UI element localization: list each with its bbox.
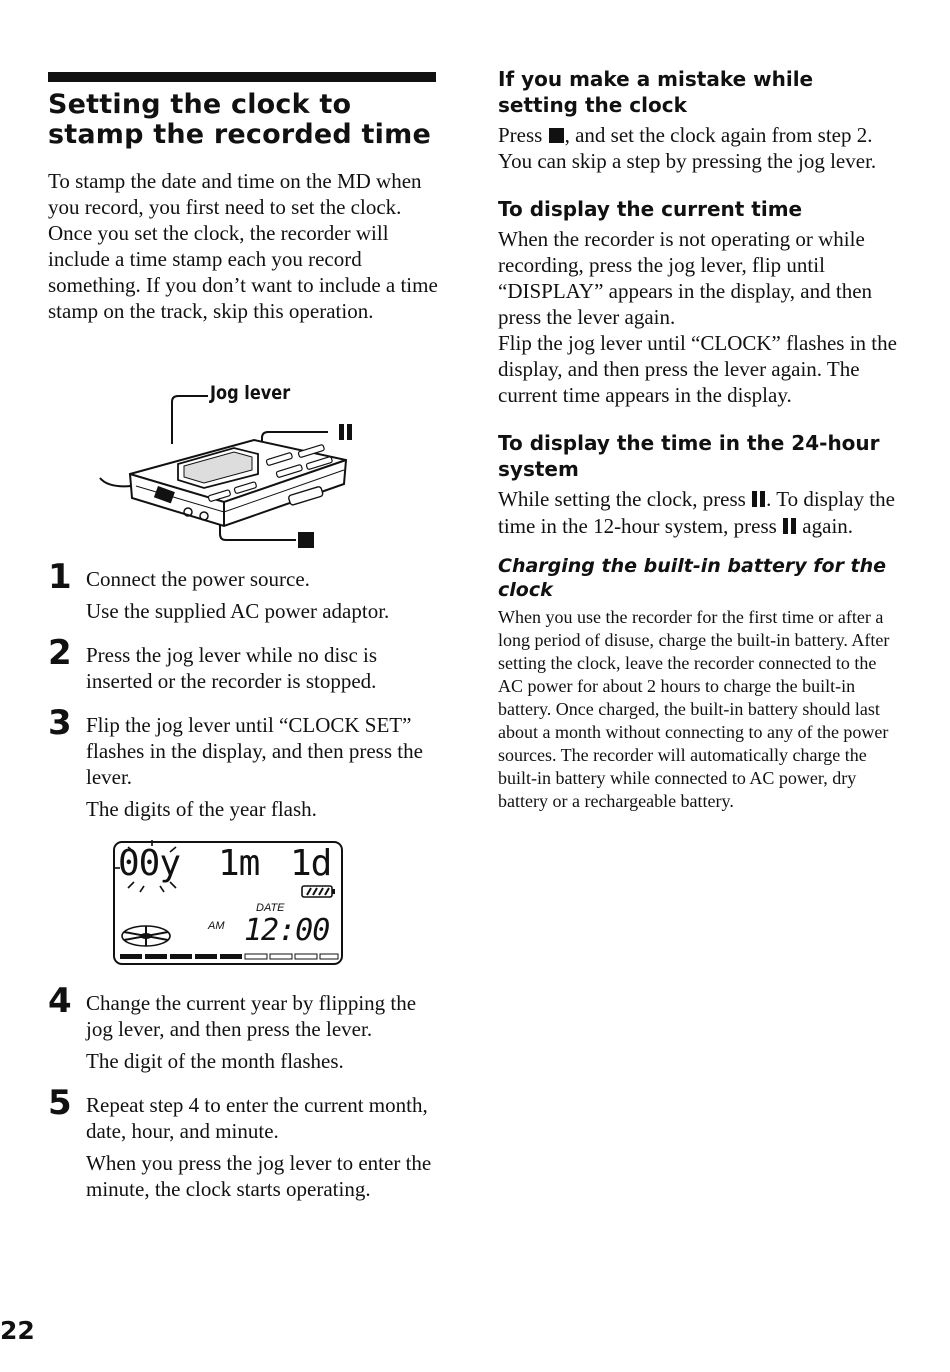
left-column	[48, 72, 438, 1220]
intro	[48, 168, 438, 324]
md-recorder-drawing	[48, 336, 438, 546]
intro-paragraph-2: Once you set the clock, the recorder will include a time stamp each you record something. If you don’t want to include a time stamp on the track, skip this operation.	[48, 221, 438, 323]
pause-icon	[339, 424, 352, 445]
mistake-body	[498, 122, 898, 174]
step-number: 1	[48, 557, 72, 597]
step-2	[48, 633, 438, 694]
hour24-section	[498, 430, 898, 540]
step-subtext: When you press the jog lever to enter the minute, the clock starts operating.	[86, 1151, 432, 1201]
step-5	[48, 1083, 438, 1202]
lcd-time: 12:00	[244, 913, 330, 948]
step-number: 2	[48, 633, 72, 673]
mistake-body-pre: Press	[498, 123, 548, 147]
step-text: Press the jog lever while no disc is inserted or the recorder is stopped.	[86, 643, 378, 693]
lcd-display-illustration	[112, 840, 344, 968]
step-1	[48, 557, 438, 624]
lcd-am-label: AM	[208, 920, 225, 932]
mistake-body-post: , and set the clock again from step 2. You can skip a step by pressing the jog lever.	[498, 123, 877, 173]
jog-lever-label: Jog lever	[210, 382, 291, 404]
current-time-section	[498, 196, 898, 408]
step-text: Change the current year by flipping the jog lever, and then press the lever.	[86, 991, 417, 1041]
charging-section	[498, 554, 898, 813]
hour24-heading: To display the time in the 24-hour system	[498, 431, 880, 481]
lcd-month: 1m	[218, 843, 260, 884]
step-number: 5	[48, 1083, 72, 1123]
step-subtext: Use the supplied AC power adaptor.	[86, 599, 390, 623]
lcd-date-label: DATE	[256, 902, 285, 914]
step-text: Repeat step 4 to enter the current month, date, hour, and minute.	[86, 1093, 428, 1143]
mistake-heading: If you make a mistake while setting the clock	[498, 67, 814, 117]
hour24-body	[498, 486, 898, 540]
pause-icon	[783, 514, 796, 540]
current-time-heading: To display the current time	[498, 197, 803, 221]
step-4	[48, 981, 438, 1074]
right-column	[498, 66, 898, 813]
step-text: Flip the jog lever until “CLOCK SET” flashes in the display, and then press the lever.	[86, 713, 423, 789]
mistake-section	[498, 66, 898, 174]
page-number: 22	[0, 1316, 35, 1345]
step-text: Connect the power source.	[86, 567, 310, 591]
charging-heading: Charging the built-in battery for the clock	[498, 555, 887, 601]
top-rule	[48, 72, 436, 82]
stop-icon	[298, 532, 314, 548]
step-subtext: The digit of the month flashes.	[86, 1049, 344, 1073]
hour24-body-post: again.	[797, 514, 854, 538]
steps-list	[48, 557, 438, 1202]
step-3	[48, 703, 438, 822]
hour24-body-mid: . To display the time in the 12-hour system, press	[498, 487, 895, 538]
hour24-body-pre: While setting the clock, press	[498, 487, 752, 511]
step-subtext: The digits of the year flash.	[86, 797, 317, 821]
charging-body: When you use the recorder for the first time or after a long period of disuse, charge the built-in battery. After setting the clock, leave the recorder connected to the AC power for about 2 hours to charge the built-in battery. Once charged, the built-in battery should last about a month without connecting to any of the power sources. The recorder will automatically charge the built-in battery while connected to AC power, dry battery or a rechargeable battery.	[498, 607, 890, 811]
intro-paragraph-1: To stamp the date and time on the MD when you record, you first need to set the clock.	[48, 169, 422, 219]
stop-icon	[549, 128, 564, 143]
device-illustration	[48, 336, 438, 546]
step-number: 4	[48, 981, 72, 1021]
lcd-day: 1d	[290, 843, 332, 884]
page-title: Setting the clock to stamp the recorded time	[48, 89, 431, 150]
lcd-year: 00y	[118, 843, 181, 884]
current-time-paragraph-1: When the recorder is not operating or while recording, press the jog lever, flip until “DISPLAY” appears in the display, and then press the lever again.	[498, 227, 873, 329]
current-time-paragraph-2: Flip the jog lever until “CLOCK” flashes in the display, and then press the lever again. The current time appears in the display.	[498, 331, 897, 407]
step-number: 3	[48, 703, 72, 743]
pause-icon	[752, 487, 765, 513]
